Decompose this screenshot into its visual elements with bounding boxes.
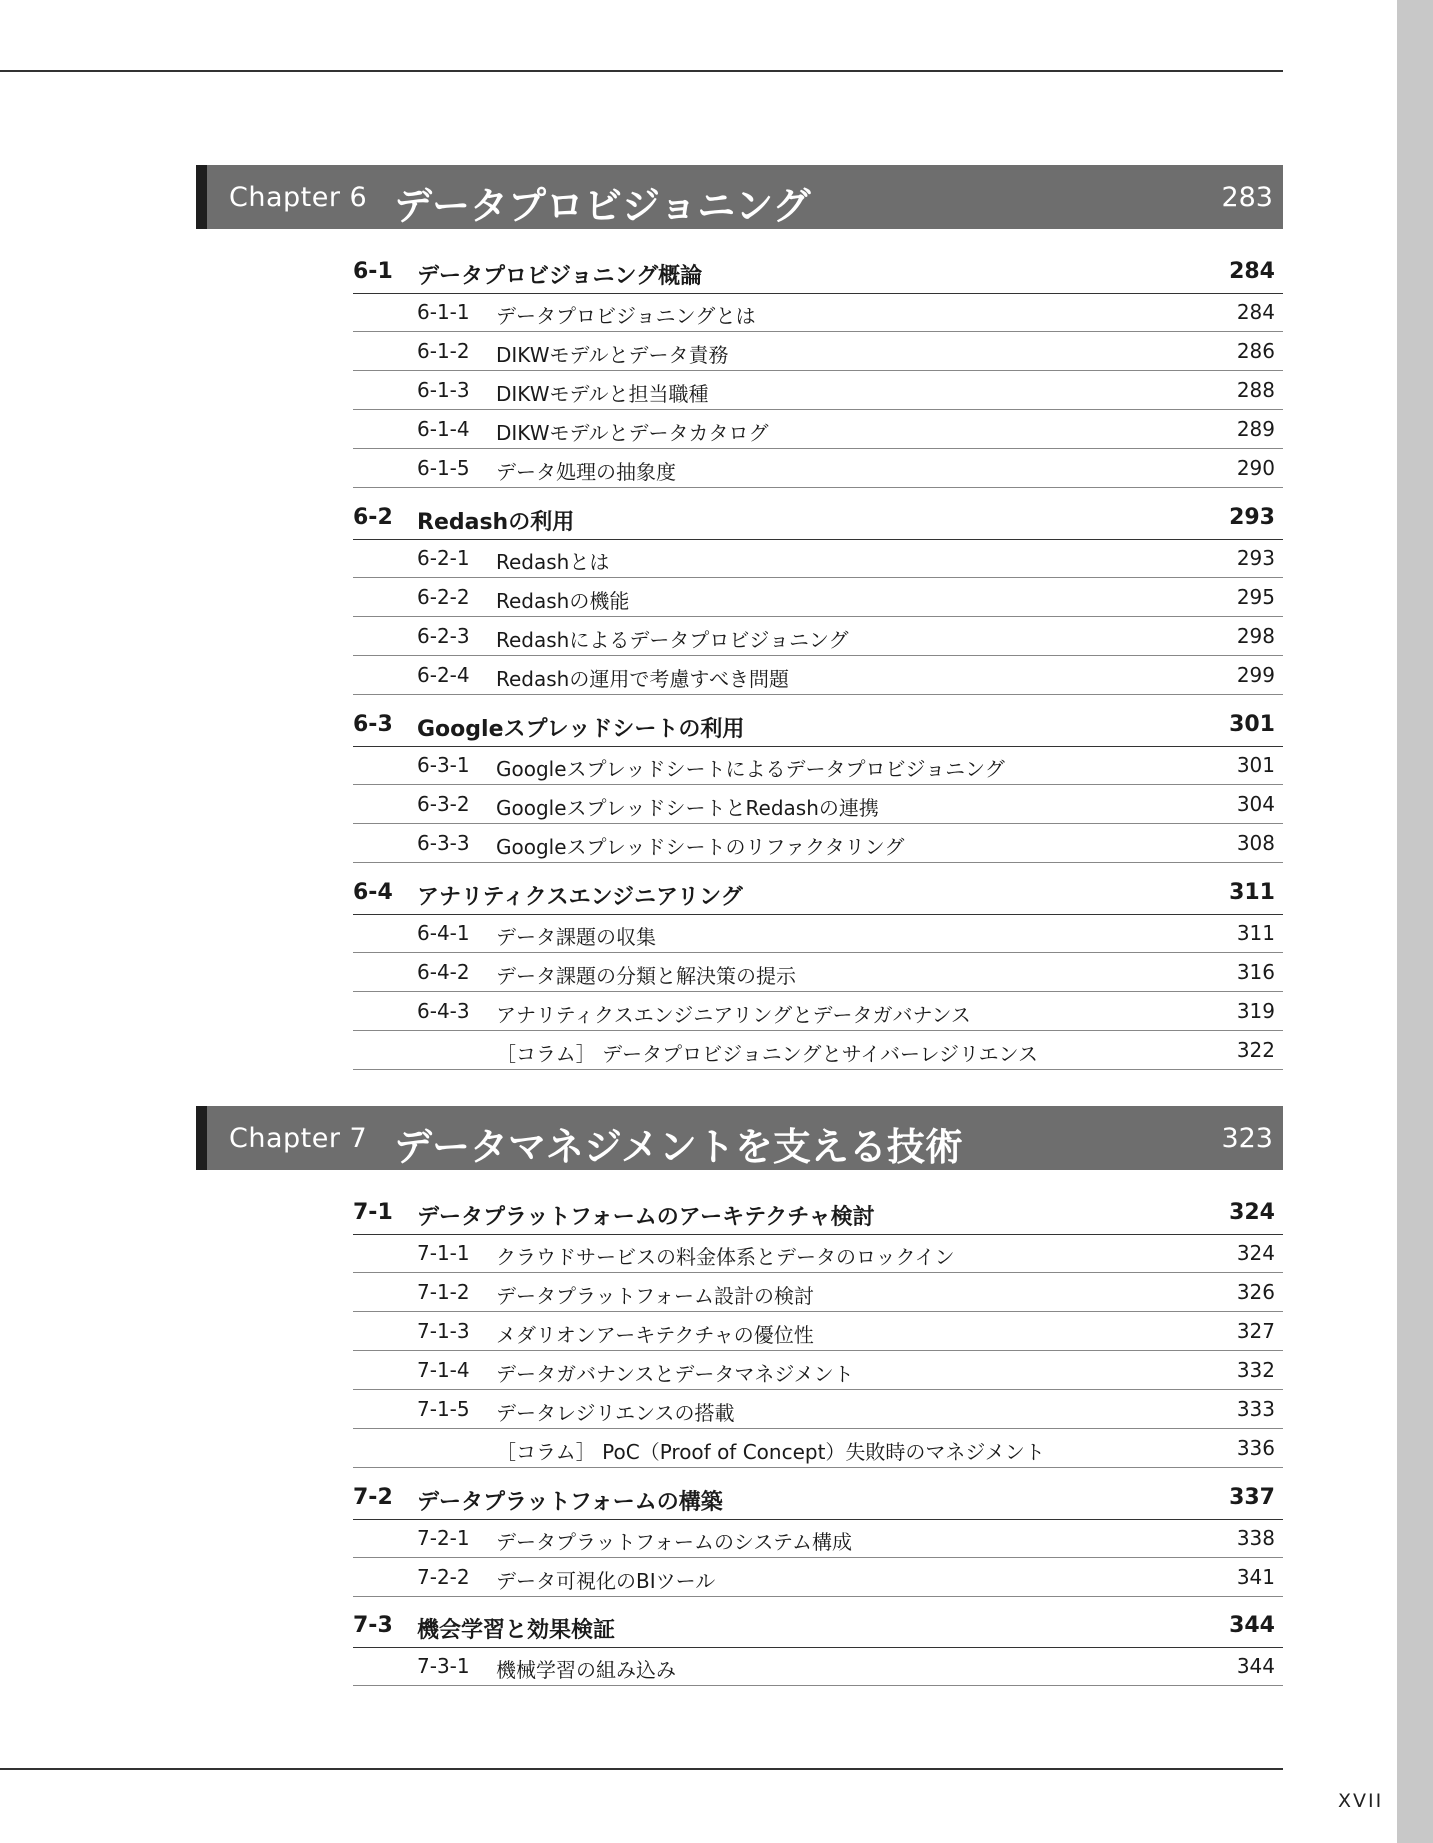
section-number: 7-3 <box>353 1613 393 1638</box>
item-number: 6-2-4 <box>417 663 470 687</box>
section-page: 284 <box>1229 259 1275 284</box>
item-number: 6-4-3 <box>417 999 470 1023</box>
toc-item[interactable] <box>353 953 1283 992</box>
chapter-label: Chapter 6 <box>229 182 368 213</box>
item-number: 6-1-2 <box>417 339 470 363</box>
item-title: ［コラム］ PoC（Proof of Concept）失敗時のマネジメント <box>496 1440 1045 1464</box>
section-title: Redashの利用 <box>417 510 575 535</box>
item-page: 319 <box>1236 999 1275 1023</box>
item-title: データガバナンスとデータマネジメント <box>496 1362 854 1386</box>
item-title: Redashとは <box>496 550 610 574</box>
item-title: Redashによるデータプロビジョニング <box>496 628 849 652</box>
item-number: 7-1-3 <box>417 1319 470 1343</box>
toc-item[interactable] <box>353 824 1283 863</box>
item-title: データ課題の分類と解決策の提示 <box>496 964 796 988</box>
item-title: 機械学習の組み込み <box>496 1658 676 1682</box>
item-number: 6-2-1 <box>417 546 470 570</box>
toc-section-7-1[interactable] <box>353 1193 1283 1235</box>
item-title: DIKWモデルとデータ責務 <box>496 343 729 367</box>
item-number: 7-1-5 <box>417 1397 470 1421</box>
section-number: 6-1 <box>353 259 393 284</box>
item-title: Googleスプレッドシートによるデータプロビジョニング <box>496 757 1005 781</box>
item-page: 341 <box>1236 1565 1275 1589</box>
item-title: GoogleスプレッドシートとRedashの連携 <box>496 796 879 820</box>
toc-item[interactable] <box>353 1647 1283 1686</box>
item-page: 333 <box>1236 1397 1275 1421</box>
item-page: 327 <box>1236 1319 1275 1343</box>
item-number: 6-1-5 <box>417 456 470 480</box>
section-page: 337 <box>1229 1485 1275 1510</box>
toc-item[interactable] <box>353 656 1283 695</box>
section-title: アナリティクスエンジニアリング <box>417 885 743 910</box>
item-page: 322 <box>1236 1038 1275 1062</box>
item-number: 6-4-2 <box>417 960 470 984</box>
item-title: データ可視化のBIツール <box>496 1569 716 1593</box>
section-number: 7-2 <box>353 1485 393 1510</box>
item-number: 6-2-2 <box>417 585 470 609</box>
section-number: 6-3 <box>353 712 393 737</box>
section-title: Googleスプレッドシートの利用 <box>417 717 745 742</box>
item-number: 6-1-3 <box>417 378 470 402</box>
chapter-label: Chapter 7 <box>229 1123 368 1154</box>
chapter-7-header[interactable] <box>196 1106 1283 1170</box>
item-number: 7-1-4 <box>417 1358 470 1382</box>
top-rule <box>0 70 1283 72</box>
section-number: 7-1 <box>353 1200 393 1225</box>
item-page: 295 <box>1236 585 1275 609</box>
item-title: DIKWモデルと担当職種 <box>496 382 709 406</box>
section-title: データプロビジョニング概論 <box>417 264 703 289</box>
toc-item[interactable] <box>353 1558 1283 1597</box>
section-page: 344 <box>1229 1613 1275 1638</box>
toc-item[interactable] <box>353 1519 1283 1558</box>
toc-section-6-3[interactable] <box>353 705 1283 747</box>
bottom-rule <box>0 1768 1283 1770</box>
item-page: 338 <box>1236 1526 1275 1550</box>
chapter-page: 283 <box>1221 182 1273 213</box>
item-page: 308 <box>1236 831 1275 855</box>
item-page: 316 <box>1236 960 1275 984</box>
section-title: 機会学習と効果検証 <box>417 1618 616 1643</box>
item-page: 288 <box>1236 378 1275 402</box>
item-number: 7-2-1 <box>417 1526 470 1550</box>
toc-item[interactable] <box>353 1390 1283 1429</box>
item-title: Redashの運用で考慮すべき問題 <box>496 667 789 691</box>
item-title: アナリティクスエンジニアリングとデータガバナンス <box>496 1003 971 1027</box>
toc-item[interactable] <box>353 1312 1283 1351</box>
toc-section-6-1[interactable] <box>353 252 1283 294</box>
toc-section-6-4[interactable] <box>353 873 1283 915</box>
item-number: 6-1-1 <box>417 300 470 324</box>
chapter-page: 323 <box>1221 1123 1273 1154</box>
toc-column-item[interactable] <box>353 1429 1283 1468</box>
section-number: 6-2 <box>353 505 393 530</box>
section-title: データプラットフォームのアーキテクチャ検討 <box>417 1205 875 1230</box>
item-page: 332 <box>1236 1358 1275 1382</box>
toc-section-7-2[interactable] <box>353 1478 1283 1520</box>
item-title: データ処理の抽象度 <box>496 460 676 484</box>
item-page: 299 <box>1236 663 1275 687</box>
item-page: 311 <box>1236 921 1275 945</box>
toc-item[interactable] <box>353 332 1283 371</box>
item-title: データレジリエンスの搭載 <box>496 1401 735 1425</box>
chapter-header-accent <box>196 165 207 229</box>
item-title: データプラットフォーム設計の検討 <box>496 1284 814 1308</box>
toc-item[interactable] <box>353 1351 1283 1390</box>
chapter-title: データプロビジョニング <box>394 184 811 228</box>
toc-item[interactable] <box>353 293 1283 332</box>
toc-column-item[interactable] <box>353 1031 1283 1070</box>
item-number: 6-3-1 <box>417 753 470 777</box>
item-page: 289 <box>1236 417 1275 441</box>
toc-item[interactable] <box>353 1234 1283 1273</box>
item-number: 7-1-1 <box>417 1241 470 1265</box>
toc-item[interactable] <box>353 578 1283 617</box>
page-edge-tab <box>1397 0 1433 1843</box>
toc-item[interactable] <box>353 410 1283 449</box>
chapter-header-accent <box>196 1106 207 1170</box>
item-number: 7-1-2 <box>417 1280 470 1304</box>
item-page: 286 <box>1236 339 1275 363</box>
section-title: データプラットフォームの構築 <box>417 1490 723 1515</box>
section-page: 293 <box>1229 505 1275 530</box>
item-title: Googleスプレッドシートのリファクタリング <box>496 835 905 859</box>
item-number: 6-2-3 <box>417 624 470 648</box>
item-number: 6-3-2 <box>417 792 470 816</box>
item-number: 7-2-2 <box>417 1565 470 1589</box>
toc-item[interactable] <box>353 449 1283 488</box>
section-page: 301 <box>1229 712 1275 737</box>
toc-item[interactable] <box>353 746 1283 785</box>
toc-item[interactable] <box>353 785 1283 824</box>
toc-section-7-3[interactable] <box>353 1606 1283 1648</box>
section-page: 311 <box>1229 880 1275 905</box>
item-page: 284 <box>1236 300 1275 324</box>
chapter-title: データマネジメントを支える技術 <box>394 1125 963 1169</box>
item-title: Redashの機能 <box>496 589 630 613</box>
toc-section-6-2[interactable] <box>353 498 1283 540</box>
item-page: 301 <box>1236 753 1275 777</box>
item-title: DIKWモデルとデータカタログ <box>496 421 769 445</box>
item-number: 7-3-1 <box>417 1654 470 1678</box>
item-page: 298 <box>1236 624 1275 648</box>
item-number: 6-1-4 <box>417 417 470 441</box>
section-page: 324 <box>1229 1200 1275 1225</box>
toc-item[interactable] <box>353 617 1283 656</box>
item-page: 293 <box>1236 546 1275 570</box>
item-page: 336 <box>1236 1436 1275 1460</box>
item-page: 326 <box>1236 1280 1275 1304</box>
chapter-6-header[interactable] <box>196 165 1283 229</box>
item-number: 6-3-3 <box>417 831 470 855</box>
page-number: XVII <box>1338 1790 1384 1812</box>
item-page: 344 <box>1236 1654 1275 1678</box>
item-title: データプロビジョニングとは <box>496 304 756 328</box>
item-title: ［コラム］ データプロビジョニングとサイバーレジリエンス <box>496 1042 1039 1066</box>
item-number: 6-4-1 <box>417 921 470 945</box>
toc-item[interactable] <box>353 371 1283 410</box>
toc-item[interactable] <box>353 539 1283 578</box>
item-title: データ課題の収集 <box>496 925 656 949</box>
toc-item[interactable] <box>353 992 1283 1031</box>
item-title: クラウドサービスの料金体系とデータのロックイン <box>496 1245 955 1269</box>
section-number: 6-4 <box>353 880 393 905</box>
toc-item[interactable] <box>353 1273 1283 1312</box>
item-title: メダリオンアーキテクチャの優位性 <box>496 1323 814 1347</box>
item-page: 304 <box>1236 792 1275 816</box>
item-page: 290 <box>1236 456 1275 480</box>
item-title: データプラットフォームのシステム構成 <box>496 1530 852 1554</box>
item-page: 324 <box>1236 1241 1275 1265</box>
toc-item[interactable] <box>353 914 1283 953</box>
